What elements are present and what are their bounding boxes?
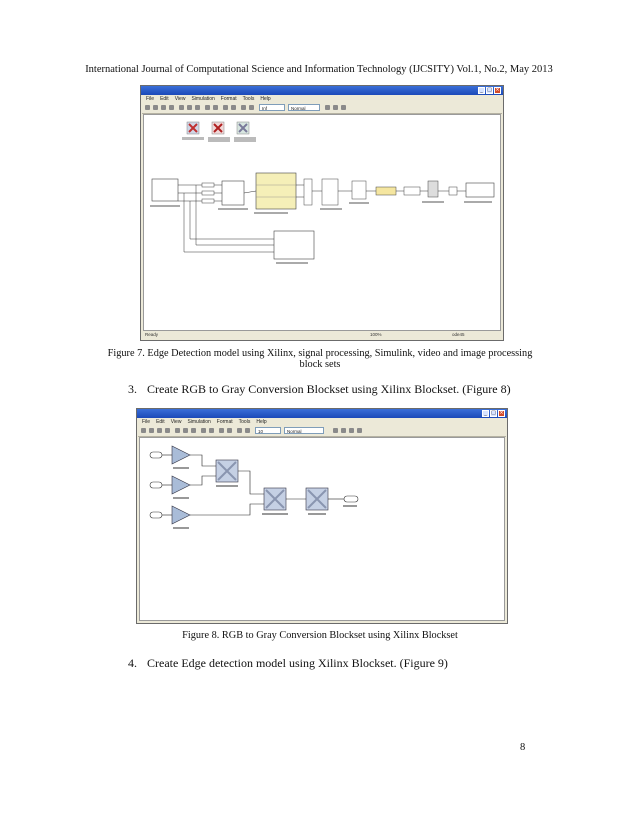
gateway-in-block[interactable] <box>202 199 214 203</box>
cut-icon[interactable] <box>175 428 180 433</box>
to-workspace-block[interactable] <box>466 183 494 197</box>
new-icon[interactable] <box>145 105 150 110</box>
menu-file[interactable]: File <box>142 419 151 425</box>
print-icon[interactable] <box>165 428 170 433</box>
new-icon[interactable] <box>141 428 146 433</box>
menu-help[interactable]: Help <box>256 419 267 425</box>
gateway-out-block[interactable] <box>304 179 312 205</box>
figure8-block-diagram <box>140 438 504 620</box>
menu-tools[interactable]: Tools <box>238 419 251 425</box>
model-explorer-icon[interactable] <box>227 428 232 433</box>
stop-time-field[interactable]: 10 <box>255 427 281 434</box>
block-label <box>216 485 238 487</box>
menu-simulation[interactable]: Simulation <box>191 96 215 102</box>
open-icon[interactable] <box>153 105 158 110</box>
window-controls <box>482 410 505 417</box>
block-label <box>173 527 189 529</box>
figure8-model-canvas[interactable] <box>139 437 505 621</box>
figure7-caption-line1: Figure 7. Edge Detection model using Xilinx, signal processing, Simulink, video and image processing <box>107 348 533 359</box>
block-label <box>422 201 444 203</box>
figure7-toolbar <box>142 103 502 114</box>
figure7-caption-line2: block sets <box>299 359 341 370</box>
token-label <box>182 137 204 140</box>
save-icon[interactable] <box>161 105 166 110</box>
gain-block[interactable] <box>449 187 457 195</box>
update-diagram-icon[interactable] <box>341 105 346 110</box>
figure8-caption: Figure 8. RGB to Gray Conversion Blockset using Xilinx Blockset <box>182 630 458 641</box>
menu-simulation[interactable]: Simulation <box>187 419 211 425</box>
cmult-r-block[interactable] <box>172 446 190 464</box>
video-viewer-block[interactable] <box>274 231 314 259</box>
block-label <box>464 201 492 203</box>
edge-detection-subsystem[interactable] <box>256 173 296 209</box>
update-diagram-icon[interactable] <box>349 428 354 433</box>
library-icon[interactable] <box>219 428 224 433</box>
gateway-in-block[interactable] <box>202 183 214 187</box>
menu-view[interactable]: View <box>174 96 186 102</box>
block-label <box>276 262 308 264</box>
reshape-block[interactable] <box>352 181 366 199</box>
menu-file[interactable]: File <box>146 96 155 102</box>
cmult-g-block[interactable] <box>172 476 190 494</box>
gateway-in-block[interactable] <box>202 191 214 195</box>
menu-view[interactable]: View <box>170 419 182 425</box>
list-item-3 <box>128 382 137 397</box>
menu-tools[interactable]: Tools <box>242 96 255 102</box>
status-ready: Ready <box>145 332 159 337</box>
journal-header: International Journal of Computational Science and Information Technology (IJCSITY) Vol.1, No.2, May 2013 <box>85 64 553 75</box>
menu-edit[interactable]: Edit <box>160 96 169 102</box>
figure7-menubar <box>142 95 502 103</box>
block-label <box>349 202 369 204</box>
block-label <box>343 505 357 507</box>
figure8-titlebar <box>137 409 507 418</box>
block-label <box>262 513 288 515</box>
cmult-b-block[interactable] <box>172 506 190 524</box>
save-icon[interactable] <box>157 428 162 433</box>
menu-format[interactable]: Format <box>216 419 233 425</box>
block-label <box>173 497 189 499</box>
close-icon[interactable]: × <box>499 410 504 416</box>
stop-time-field[interactable]: Inf <box>259 104 285 111</box>
figure8-screenshot <box>136 408 508 624</box>
minimize-icon[interactable]: _ <box>478 87 485 94</box>
block-label <box>254 212 288 214</box>
maximize-icon[interactable]: □ <box>491 410 496 416</box>
debug-icon[interactable] <box>333 105 338 110</box>
list-number-4: 4. <box>128 656 137 670</box>
figure7-titlebar <box>141 86 503 95</box>
undo-icon[interactable] <box>201 428 206 433</box>
list-item-3-text: Create RGB to Gray Conversion Blockset using Xilinx Blockset. (Figure 8) <box>147 382 511 396</box>
undo-icon[interactable] <box>205 105 210 110</box>
simulation-mode-select[interactable]: Normal <box>288 104 320 111</box>
menu-edit[interactable]: Edit <box>156 419 165 425</box>
copy-icon[interactable] <box>183 428 188 433</box>
redo-icon[interactable] <box>209 428 214 433</box>
menu-help[interactable]: Help <box>260 96 271 102</box>
redo-icon[interactable] <box>213 105 218 110</box>
close-icon[interactable]: × <box>495 87 500 93</box>
stop-simulation-icon[interactable] <box>245 428 250 433</box>
build-icon[interactable] <box>325 105 330 110</box>
block-label <box>218 208 248 210</box>
paste-icon[interactable] <box>191 428 196 433</box>
block-label <box>320 208 342 210</box>
copy-icon[interactable] <box>187 105 192 110</box>
debug-icon[interactable] <box>341 428 346 433</box>
build-icon[interactable] <box>333 428 338 433</box>
block-label <box>150 205 180 207</box>
simulation-mode-select[interactable]: Normal <box>284 427 324 434</box>
image-from-file-block[interactable] <box>152 179 178 201</box>
start-simulation-icon[interactable] <box>241 105 246 110</box>
list-item-4-text: Create Edge detection model using Xilinx Blockset. (Figure 9) <box>147 656 448 670</box>
token-label <box>234 137 256 142</box>
paste-icon[interactable] <box>195 105 200 110</box>
open-icon[interactable] <box>149 428 154 433</box>
figure7-caption <box>80 348 560 370</box>
page-number: 8 <box>520 742 526 753</box>
library-icon[interactable] <box>223 105 228 110</box>
token-label <box>208 137 230 142</box>
model-advisor-icon[interactable] <box>357 428 362 433</box>
print-icon[interactable] <box>169 105 174 110</box>
input-port-r[interactable] <box>150 452 162 458</box>
matrix-viewer-block[interactable] <box>428 181 438 197</box>
list-number-3: 3. <box>128 382 137 396</box>
input-port-g[interactable] <box>150 482 162 488</box>
window-controls <box>478 87 501 94</box>
figure7-model-canvas[interactable] <box>143 114 501 331</box>
figure7-block-diagram <box>144 115 500 330</box>
buffer-block[interactable] <box>404 187 420 195</box>
block-label <box>308 513 326 515</box>
minimize-icon[interactable]: _ <box>482 410 489 417</box>
cut-icon[interactable] <box>179 105 184 110</box>
input-port-b[interactable] <box>150 512 162 518</box>
output-port-gray[interactable] <box>344 496 358 502</box>
maximize-icon[interactable]: □ <box>487 87 492 93</box>
data-type-conversion-block[interactable] <box>376 187 396 195</box>
stop-simulation-icon[interactable] <box>249 105 254 110</box>
figure8-toolbar <box>138 426 506 437</box>
ycbcr-to-rgb-block[interactable] <box>322 179 338 205</box>
status-zoom: 100% <box>370 332 382 337</box>
rgb-to-gray-subsystem[interactable] <box>222 181 244 205</box>
figure7-screenshot <box>140 85 504 341</box>
block-label <box>173 467 189 469</box>
menu-format[interactable]: Format <box>220 96 237 102</box>
figure7-statusbar <box>142 331 502 339</box>
figure8-menubar <box>138 418 506 426</box>
model-explorer-icon[interactable] <box>231 105 236 110</box>
list-item-4 <box>128 656 137 671</box>
start-simulation-icon[interactable] <box>237 428 242 433</box>
status-solver: ode45 <box>452 332 465 337</box>
